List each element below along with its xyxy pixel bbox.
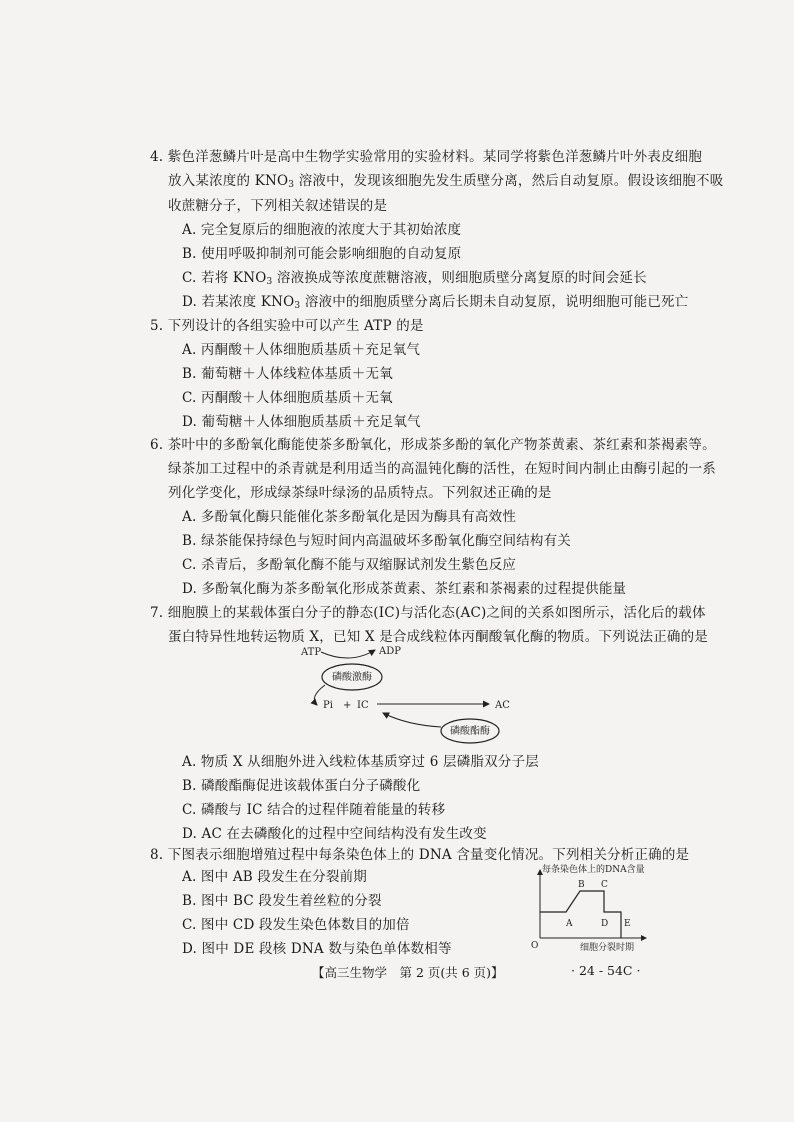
q7-option-a: A. 物质 X 从细胞外进入线粒体基质穿过 6 层磷脂双分子层 bbox=[182, 754, 539, 770]
q7-option-b: B. 磷酸酯酶促进该载体蛋白分子磷酸化 bbox=[182, 778, 421, 794]
q6-stem-line2: 绿茶加工过程中的杀青就是利用适当的高温钝化酶的活性，在短时间内制止由酶引起的一系 bbox=[168, 461, 716, 477]
q4-stem-line3: 收蔗糖分子，下列相关叙述错误的是 bbox=[168, 198, 388, 214]
q4-option-a: A. 完全复原后的细胞液的浓度大于其初始浓度 bbox=[182, 222, 462, 238]
graph-point-e: E bbox=[624, 919, 631, 929]
q4-option-d: D. 若某浓度 $KNO_3$ 溶液中的细胞质壁分离后长期未自动复原，说明细胞可能已死亡 bbox=[182, 294, 689, 311]
diagram-phosphatase-label: 磷酸酯酶 bbox=[450, 726, 490, 737]
graph-origin-label: O bbox=[531, 941, 539, 951]
q4-stem-line2: 放入某浓度的 $KNO_3$ 溶液中，发现该细胞先发生质壁分离，然后自动复原。假设该细胞不吸 bbox=[168, 173, 724, 190]
graph-point-b: B bbox=[578, 880, 585, 890]
q7-option-d: D. AC 在去磷酸化的过程中空间结构没有发生改变 bbox=[182, 826, 487, 842]
graph-y-axis-label: 每条染色体上的DNA含量 bbox=[542, 865, 645, 875]
q8-option-d: D. 图中 DE 段核 DNA 数与染色单体数相等 bbox=[182, 941, 452, 957]
diagram-plus-sign: + bbox=[343, 700, 352, 711]
graph-point-a: A bbox=[566, 919, 573, 929]
q7-phosphorylation-diagram bbox=[295, 645, 545, 745]
q8-option-a: A. 图中 AB 段发生在分裂前期 bbox=[182, 869, 367, 885]
q6-stem-line3: 列化学变化，形成绿茶绿叶绿汤的品质特点。下列叙述正确的是 bbox=[168, 485, 552, 501]
q4-stem-line1: 4. 紫色洋葱鳞片叶是高中生物学实验常用的实验材料。某同学将紫色洋葱鳞片叶外表皮细胞 bbox=[150, 149, 703, 165]
q6-option-d: D. 多酚氧化酶为茶多酚氧化形成茶黄素、茶红素和茶褐素的过程提供能量 bbox=[182, 581, 627, 597]
q6-option-c: C. 杀青后，多酚氧化酶不能与双缩脲试剂发生紫色反应 bbox=[182, 557, 517, 573]
diagram-atp-adp-arrow bbox=[321, 650, 375, 658]
q8-dna-content-graph bbox=[528, 862, 653, 954]
diagram-pi-label: Pi bbox=[323, 700, 333, 711]
q6-option-a: A. 多酚氧化酶只能催化茶多酚氧化是因为酶具有高效性 bbox=[182, 509, 517, 525]
graph-x-axis-label: 细胞分裂时期 bbox=[580, 943, 635, 953]
q5-option-c: C. 丙酮酸＋人体细胞质基质＋无氧 bbox=[182, 390, 393, 406]
q5-option-a: A. 丙酮酸＋人体细胞质基质＋充足氧气 bbox=[182, 342, 421, 358]
q8-option-c: C. 图中 CD 段发生染色体数目的加倍 bbox=[182, 917, 410, 933]
footer-page-info: 【高三生物学 第 2 页(共 6 页)】 bbox=[312, 965, 504, 980]
diagram-atp-label: ATP bbox=[301, 647, 322, 658]
graph-point-c: C bbox=[601, 880, 608, 890]
q7-stem-line2: 蛋白特异性地转运物质 X，已知 X 是合成线粒体丙酮酸氧化酶的物质。下列说法正确的是 bbox=[168, 629, 708, 645]
diagram-ac-label: AC bbox=[495, 700, 510, 711]
q8-stem: 8. 下图表示细胞增殖过程中每条染色体上的 DNA 含量变化情况。下列相关分析正确的是 bbox=[150, 847, 690, 863]
q8-option-b: B. 图中 BC 段发生着丝粒的分裂 bbox=[182, 893, 382, 909]
q6-option-b: B. 绿茶能保持绿色与短时间内高温破坏多酚氧化酶空间结构有关 bbox=[182, 533, 572, 549]
diagram-phosphatase-arrow bbox=[383, 713, 441, 727]
q7-stem-line1: 7. 细胞膜上的某载体蛋白分子的静态(IC)与活化态(AC)之间的关系如图所示，活化后的载体 bbox=[150, 605, 706, 621]
q4-option-c: C. 若将 $KNO_3$ 溶液换成等浓度蔗糖溶液，则细胞质壁分离复原的时间会延长 bbox=[182, 270, 647, 287]
diagram-adp-label: ADP bbox=[379, 646, 401, 657]
graph-point-d: D bbox=[601, 919, 609, 929]
q5-stem: 5. 下列设计的各组实验中可以产生 ATP 的是 bbox=[150, 318, 424, 334]
diagram-kinase-label: 磷酸激酶 bbox=[332, 672, 372, 683]
q5-option-d: D. 葡萄糖＋人体细胞质基质＋充足氧气 bbox=[182, 414, 421, 430]
diagram-ic-label: IC bbox=[357, 700, 369, 711]
graph-dna-curve bbox=[540, 891, 621, 938]
q7-option-c: C. 磷酸与 IC 结合的过程伴随着能量的转移 bbox=[182, 802, 446, 818]
q4-option-b: B. 使用呼吸抑制剂可能会影响细胞的自动复原 bbox=[182, 246, 462, 262]
q6-stem-line1: 6. 茶叶中的多酚氧化酶能使茶多酚氧化，形成茶多酚的氧化产物茶黄素、茶红素和茶褐素等。 bbox=[150, 437, 716, 453]
q5-option-b: B. 葡萄糖＋人体线粒体基质＋无氧 bbox=[182, 366, 393, 382]
footer-exam-code: · 24 - 54C · bbox=[571, 963, 641, 978]
